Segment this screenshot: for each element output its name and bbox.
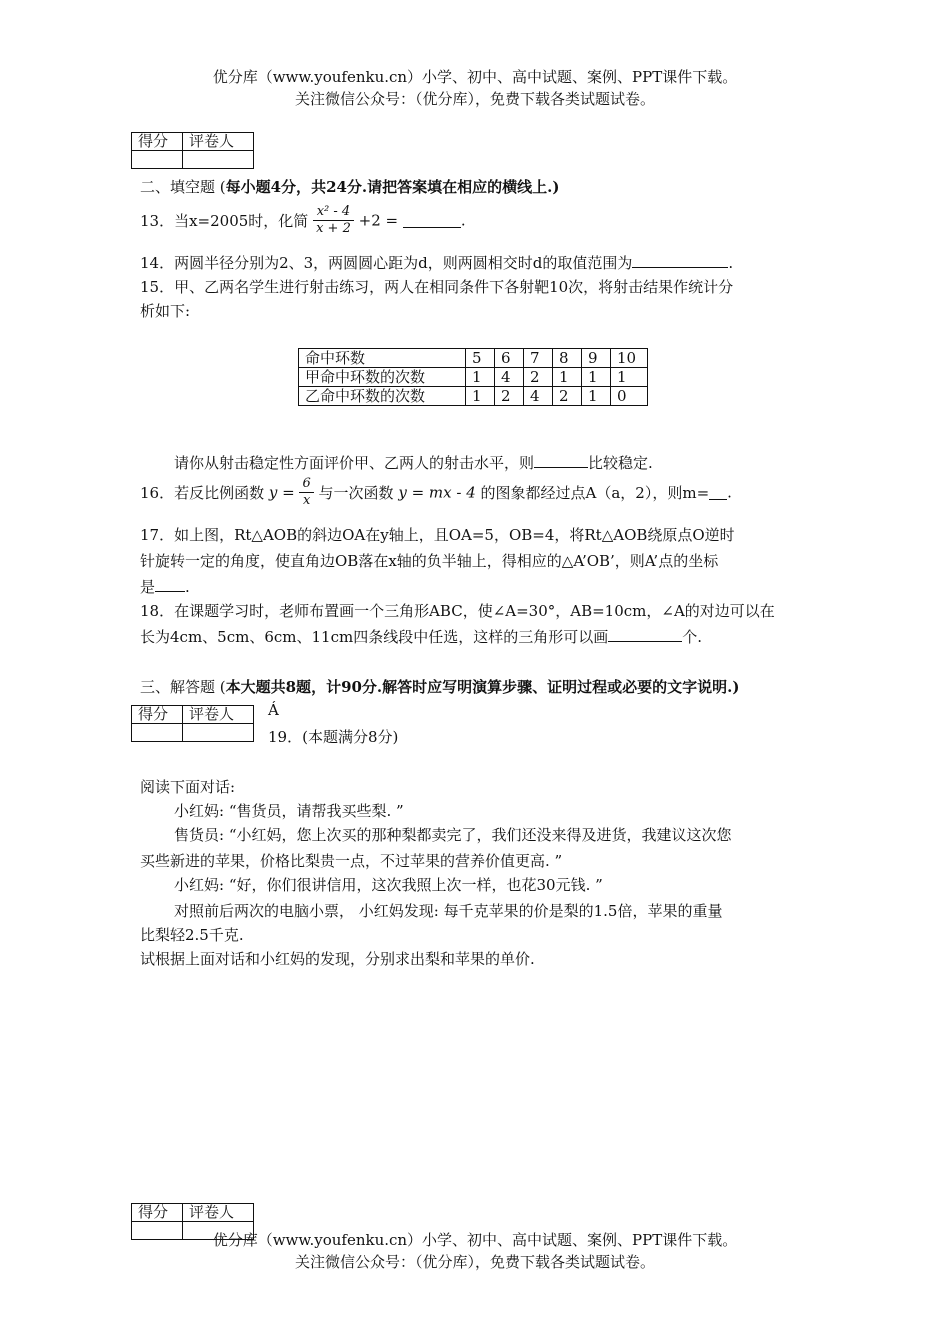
dialogue-line: 小红妈: “好，你们很讲信用，这次我照上次一样，也花30元钱. ” <box>174 876 603 894</box>
question-13: 13．当x=2005时，化简 $\frac{\text{x² - 4}}{x + 2}$ +2 = . <box>140 204 466 236</box>
score-label: 得分 <box>132 706 183 724</box>
grader-cell <box>183 151 254 169</box>
score-cell <box>132 724 183 742</box>
score-cell <box>132 151 183 169</box>
dialogue-line: 比梨轻2.5千克. <box>140 926 244 944</box>
grader-label: 评卷人 <box>183 133 254 151</box>
question-15-line-2: 析如下: <box>140 302 191 320</box>
question-19-task: 试根据上面对话和小红妈的发现，分别求出梨和苹果的单价. <box>140 950 535 968</box>
score-label: 得分 <box>132 133 183 151</box>
grader-cell <box>183 724 254 742</box>
dialogue-line: 对照前后两次的电脑小票， 小红妈发现: 每千克苹果的价是梨的1.5倍，苹果的重量 <box>174 902 723 920</box>
question-19-intro: 阅读下面对话: <box>140 778 236 796</box>
q18-answer-blank <box>608 627 682 642</box>
page-footer-line-1: 优分库（www.youfenku.cn）小学、初中、高中试题、案例、PPT课件下载。 <box>212 1231 738 1249</box>
section-2-heading: 二、填空题 (每小题4分，共24分.请把答案填在相应的横线上.) <box>140 178 560 196</box>
stray-mark: Á <box>268 701 279 719</box>
question-17-line-1: 17．如上图，Rt△AOB的斜边OA在y轴上，且OA=5，OB=4，将Rt△AOB绕原点O逆时 <box>140 526 735 544</box>
q16-answer-blank <box>709 485 727 500</box>
shooting-results-table <box>298 348 648 406</box>
table-header-row: 命中环数 5 6 7 8 9 10 <box>299 349 648 368</box>
q17-answer-blank <box>155 577 185 592</box>
q13-fraction: $\frac{\text{x² - 4}}{x + 2}$ <box>313 204 354 237</box>
q13-answer-blank <box>403 213 461 228</box>
grader-label: 评卷人 <box>183 706 254 724</box>
dialogue-line: 小红妈: “售货员，请帮我买些梨. ” <box>174 802 404 820</box>
question-17-line-3: 是 . <box>140 578 190 596</box>
question-16: 16．若反比例函数 y = $\frac{6}{x}$ 与一次函数 y = mx - 4 的图象都经过点A（a，2），则m= . <box>140 476 732 508</box>
question-18-line-1: 18．在课题学习时，老师布置画一个三角形ABC，使∠A=30°，AB=10cm，∠A的对边可以在 <box>140 602 775 620</box>
q15-answer-blank <box>534 453 588 468</box>
question-18-line-2: 长为4cm、5cm、6cm、11cm四条线段中任选，这样的三角形可以画 个. <box>140 628 702 646</box>
grader-label: 评卷人 <box>183 1204 254 1222</box>
dialogue-line: 买些新进的苹果，价格比梨贵一点，不过苹果的营养价值更高. ” <box>140 852 563 870</box>
page-footer-line-2: 关注微信公众号：（优分库），免费下载各类试题试卷。 <box>294 1253 655 1271</box>
score-table <box>131 132 254 169</box>
page-header-line-1: 优分库（www.youfenku.cn）小学、初中、高中试题、案例、PPT课件下载。 <box>212 68 738 86</box>
question-19-title: 19．(本题满分8分) <box>268 728 399 746</box>
q14-answer-blank <box>632 253 728 268</box>
question-15-prompt: 请你从射击稳定性方面评价甲、乙两人的射击水平，则 比较稳定. <box>174 454 653 472</box>
table-row: 乙命中环数的次数 1 2 4 2 1 0 <box>299 387 648 406</box>
page-header-line-2: 关注微信公众号：（优分库），免费下载各类试题试卷。 <box>294 90 655 108</box>
q16-fraction: $\frac{6}{x}$ <box>299 476 313 509</box>
score-table <box>131 705 254 742</box>
section-3-heading: 三、解答题 (本大题共8题，计90分.解答时应写明演算步骤、证明过程或必要的文字说明.) <box>140 678 740 696</box>
table-row: 甲命中环数的次数 1 4 2 1 1 1 <box>299 368 648 387</box>
question-15-line-1: 15．甲、乙两名学生进行射击练习，两人在相同条件下各射靶10次，将射击结果作统计分 <box>140 278 734 296</box>
question-17-line-2: 针旋转一定的角度，使直角边OB落在x轴的负半轴上，得相应的△A’OB’，则A’点的坐标 <box>140 552 719 570</box>
question-14: 14．两圆半径分别为2、3，两圆圆心距为d，则两圆相交时d的取值范围为 . <box>140 254 734 272</box>
dialogue-line: 售货员: “小红妈，您上次买的那种梨都卖完了，我们还没来得及进货，我建议这次您 <box>174 826 732 844</box>
score-label: 得分 <box>132 1204 183 1222</box>
